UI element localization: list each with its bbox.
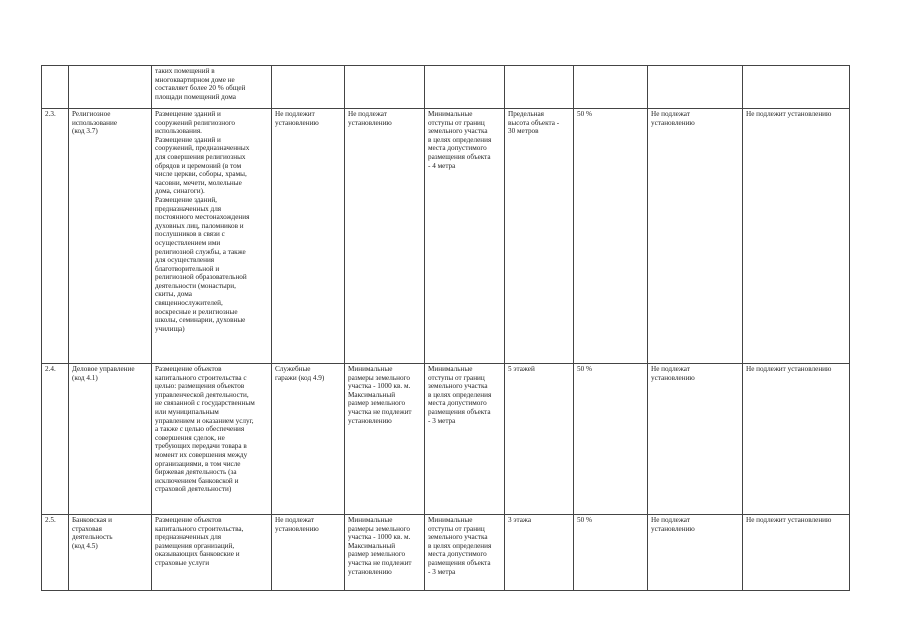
other-limits-cell: Не подлежат установлению [648, 364, 743, 515]
restrictions-cell: Не подлежит установлению [743, 364, 850, 515]
plot-size-cell: Не подлежат установлению [345, 109, 425, 364]
zoning-regulations-table [41, 65, 850, 591]
restrictions-cell [743, 66, 850, 109]
max-coverage-cell [574, 66, 648, 109]
other-limits-cell: Не подлежат установлению [648, 109, 743, 364]
setback-cell [425, 66, 505, 109]
row-number-cell: 2.4. [42, 364, 69, 515]
restrictions-cell: Не подлежит установлению [743, 109, 850, 364]
table-row [42, 109, 850, 364]
row-number-cell [42, 66, 69, 109]
setback-cell: Минимальные отступы от границ земельного участка в целях определения места допустимого размещения объекта - 3 метра [425, 364, 505, 515]
auxiliary-use-cell: Служебные гаражи (код 4.9) [272, 364, 345, 515]
land-use-type-cell: Деловое управление (код 4.1) [69, 364, 152, 515]
setback-cell: Минимальные отступы от границ земельного участка в целях определения места допустимого размещения объекта - 4 метра [425, 109, 505, 364]
max-coverage-cell: 50 % [574, 109, 648, 364]
table-row [42, 515, 850, 591]
land-use-type-cell [69, 66, 152, 109]
max-coverage-cell: 50 % [574, 364, 648, 515]
row-number-cell: 2.3. [42, 109, 69, 364]
row-number-cell: 2.5. [42, 515, 69, 591]
plot-size-cell [345, 66, 425, 109]
land-use-description-cell: Размещение объектов капитального строительства, предназначенных для размещения организаций, оказывающих банковские и страховые услуги [152, 515, 272, 591]
other-limits-cell [648, 66, 743, 109]
land-use-type-cell: Религиозное использование (код 3.7) [69, 109, 152, 364]
plot-size-cell: Минимальные размеры земельного участка - 1000 кв. м. Максимальный размер земельного участка не подлежит установлению [345, 515, 425, 591]
auxiliary-use-cell: Не подлежат установлению [272, 515, 345, 591]
max-height-cell: Предельная высота объекта - 30 метров [505, 109, 574, 364]
land-use-description-cell: Размещение объектов капитального строительства с целью: размещения объектов управленческой деятельности, не связанной с государственным или муниципальным управлением и оказанием услуг, а также с целью обеспечения совершения сделок, не требующих передачи товара в момент их совершения между организациями, в том числе биржевая деятельность (за исключением банковской и страховой деятельности) [152, 364, 272, 515]
restrictions-cell: Не подлежит установлению [743, 515, 850, 591]
plot-size-cell: Минимальные размеры земельного участка - 1000 кв. м. Максимальный размер земельного участка не подлежит установлению [345, 364, 425, 515]
table-row [42, 364, 850, 515]
table-row [42, 66, 850, 109]
land-use-description-cell: таких помещений в многоквартирном доме не составляет более 20 % общей площади помещений дома [152, 66, 272, 109]
other-limits-cell: Не подлежат установлению [648, 515, 743, 591]
max-height-cell [505, 66, 574, 109]
max-height-cell: 3 этажа [505, 515, 574, 591]
setback-cell: Минимальные отступы от границ земельного участка в целях определения места допустимого размещения объекта - 3 метра [425, 515, 505, 591]
auxiliary-use-cell: Не подлежит установлению [272, 109, 345, 364]
land-use-type-cell: Банковская и страховая деятельность (код 4.5) [69, 515, 152, 591]
land-use-description-cell: Размещение зданий и сооружений религиозного использования. Размещение зданий и сооружений, предназначенных для совершения религиозных обрядов и церемоний (в том числе церкви, соборы, храмы, часовни, мечети, молельные дома, синагоги). Размещение зданий, предназначенных для постоянного местонахождения духовных лиц, паломников и послушников в связи с осуществлением ими религиозной службы, а также для осуществления благотворительной и религиозной образовательной деятельности (монастыри, скиты, дома священнослужителей, воскресные и религиозные школы, семинарии, духовные училища) [152, 109, 272, 364]
max-height-cell: 5 этажей [505, 364, 574, 515]
max-coverage-cell: 50 % [574, 515, 648, 591]
auxiliary-use-cell [272, 66, 345, 109]
